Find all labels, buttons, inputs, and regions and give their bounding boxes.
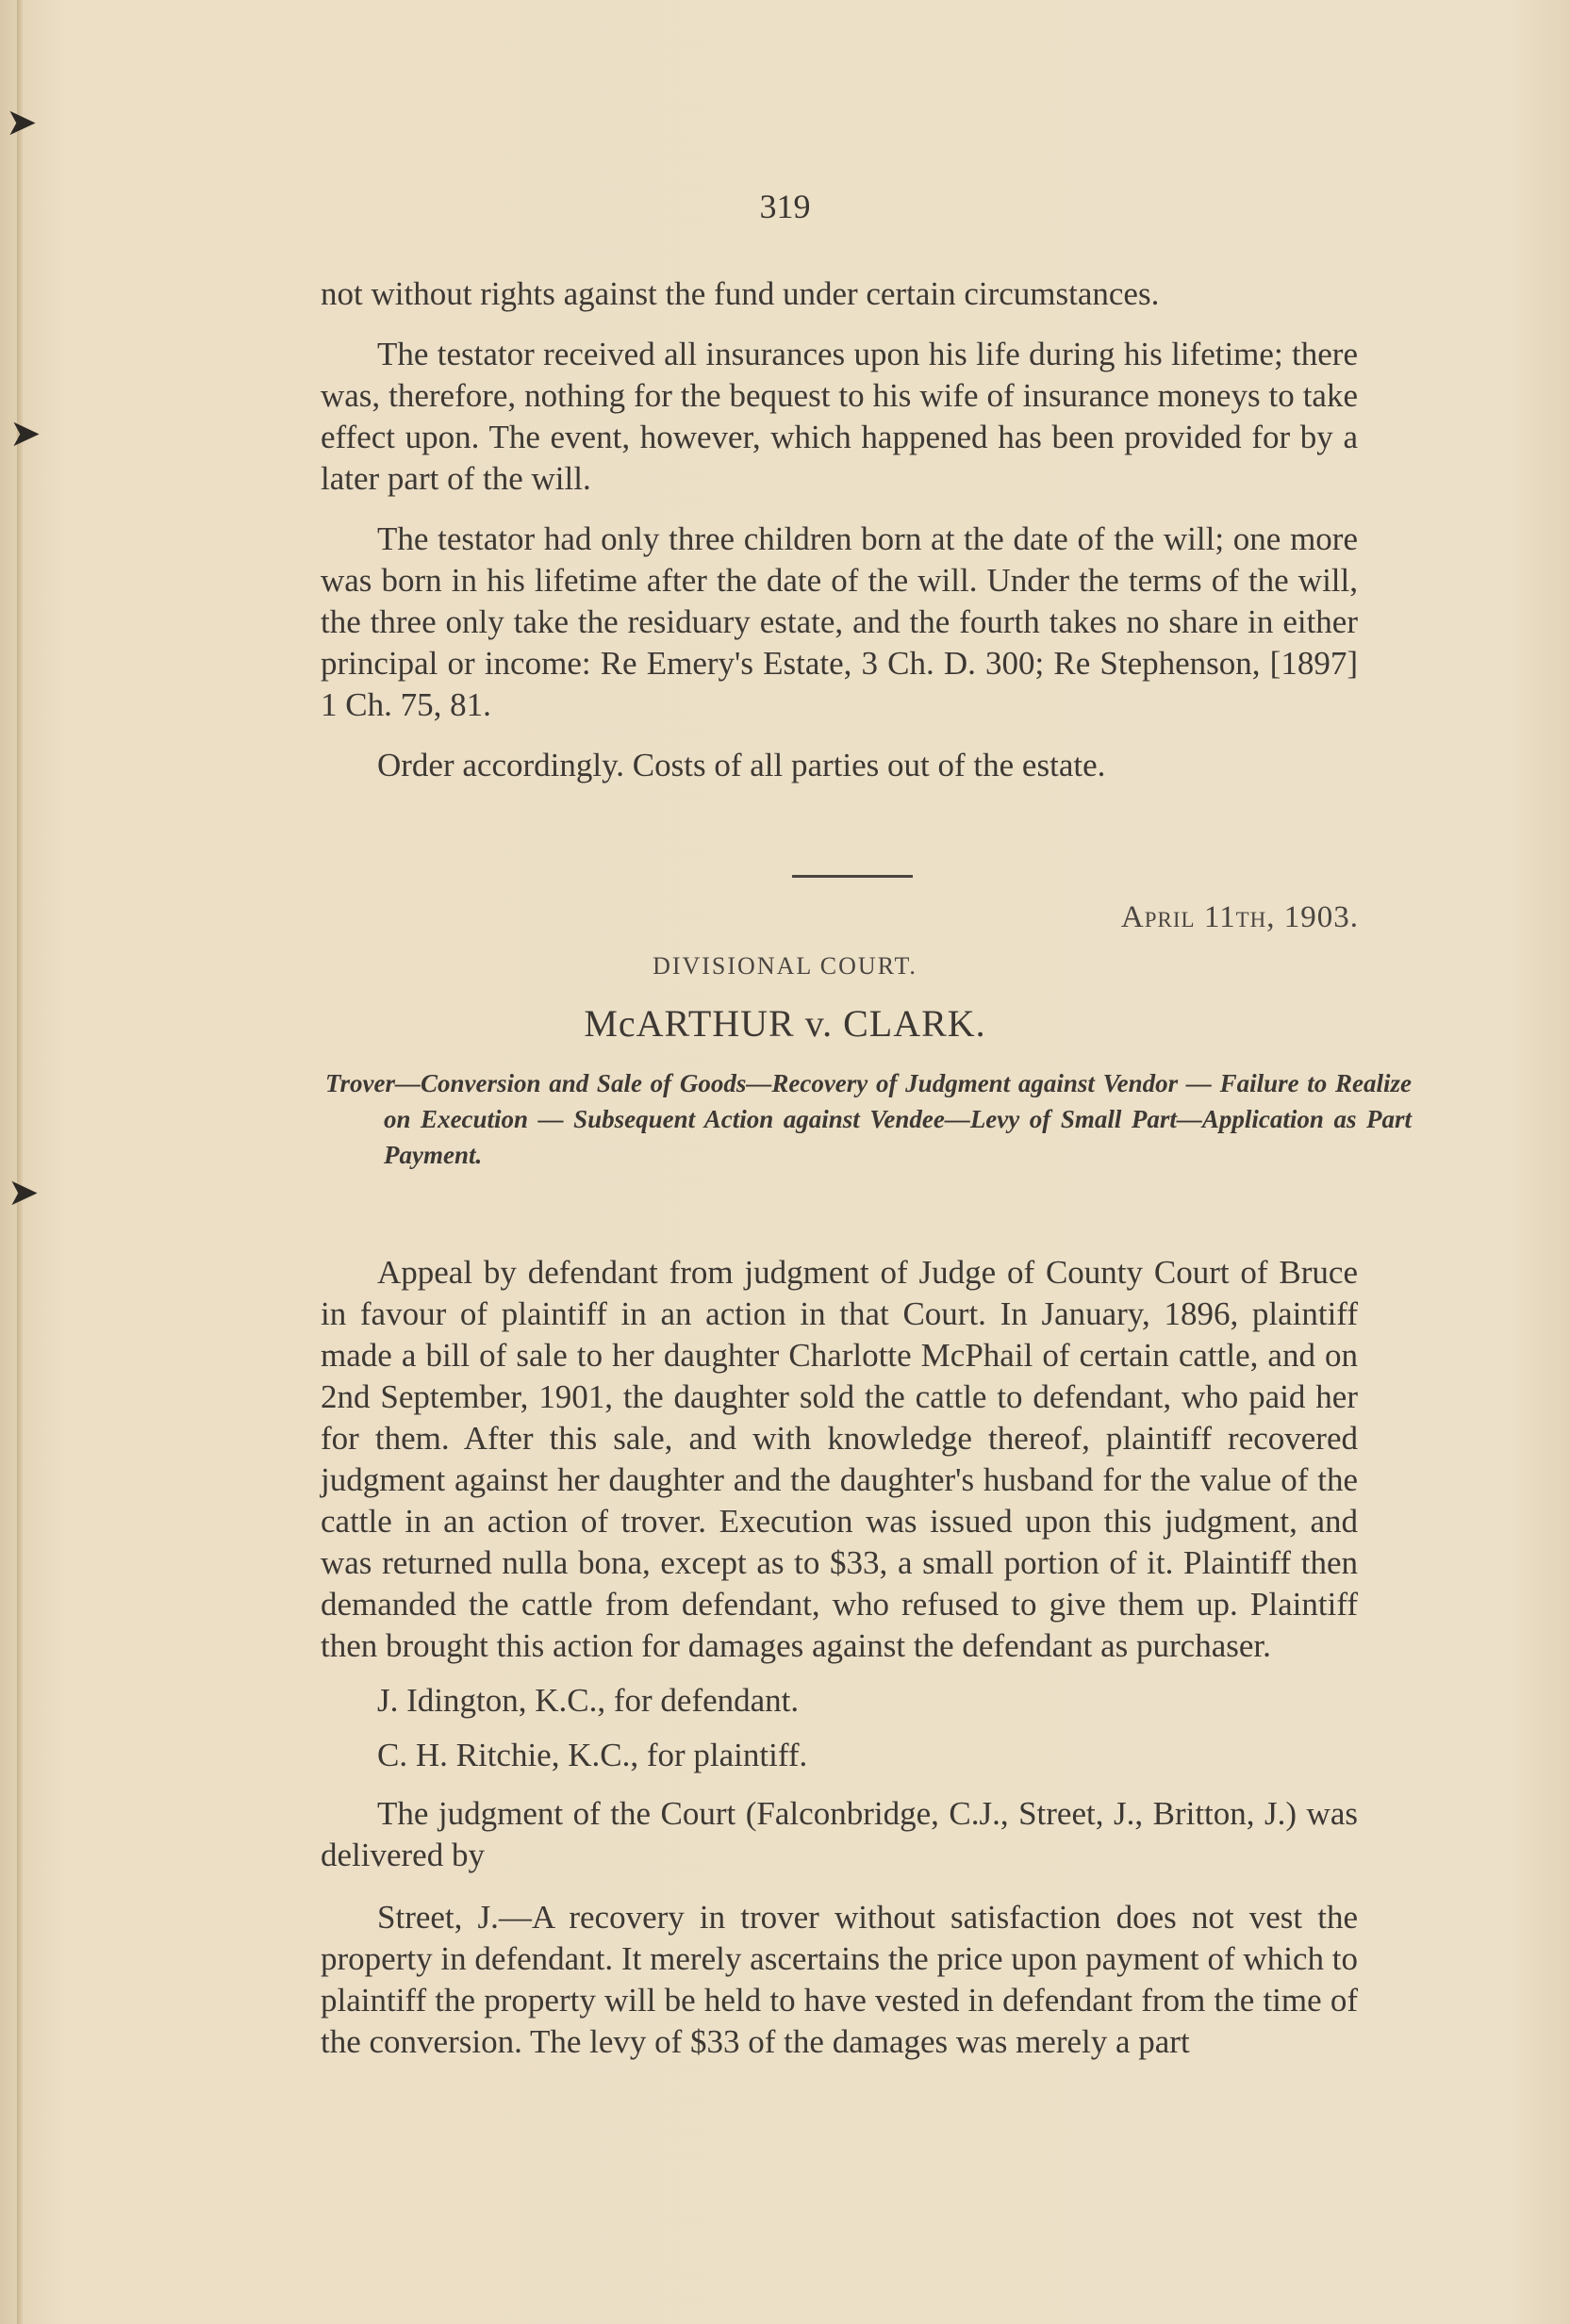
appeal-paragraph: Appeal by defendant from judgment of Judge of County Court of Bruce in favour of plaintiff in an action in that Court. In January, 1896, plaintiff made a bill of sale to her daughter Charlotte McPhail of certain cattle, and on 2nd September, 1901, the daughter sold the cattle to defendant, who paid her for them. After this sale, and with knowledge thereof, plaintiff recovered judgment against her daughter and the daughter's husband for the value of the cattle in an action of trover. Execution was issued upon this judgment, and was returned nulla bona, except as to $33, a small portion of it. Plaintiff then demanded the cattle from defendant, who refused to give them up. Plaintiff then brought this action for damages against the defendant as purchaser. [321,1254,1358,1664]
case-title: McARTHUR v. CLARK. [584,1002,986,1045]
headnote: Trover—Conversion and Sale of Goods—Recovery of Judgment against Vendor — Failure to Realize on Execution — Subsequent Action against Vendee—Levy of Small Part—Application as Part Payment. [325,1069,1412,1169]
judgment-text: Street, J.—A recovery in trover without satisfaction does not vest the property in defendant. It merely ascertains the price upon payment of which to plaintiff the property will be held to have vested in defendant from the time of the conversion. The levy of $33 of the damages was merely a part [321,1899,1358,2060]
decision-date: April 11th, 1903. [1120,900,1359,934]
paragraph-children: The testator had only three children born at the date of the will; one more was born in his lifetime after the date of the will. Under the terms of the will, the three only take the residuary estate, and the fourth takes no share in either principal or income: Re Emery's Estate, 3 Ch. D. 300; Re Stephenson, [1897] 1 Ch. 75, 81. [321,520,1358,723]
margin-mark-3: ➤ [8,1171,40,1214]
counsel-plaintiff: C. H. Ritchie, K.C., for plaintiff. [377,1737,808,1773]
case-body [321,1252,1358,2063]
margin-mark-2: ➤ [9,412,41,455]
top-text-block [321,273,1358,786]
judgment-intro: The judgment of the Court (Falconbridge, C.J., Street, J., Britton, J.) was delivered by [321,1795,1358,1873]
paragraph-continuation: not without rights against the fund under certain circumstances. [321,275,1160,312]
book-spine [17,0,23,2324]
section-divider [792,875,913,878]
court-name: DIVISIONAL COURT. [653,952,917,980]
page-number: 319 [759,188,811,225]
counsel-defendant: J. Idington, K.C., for defendant. [377,1682,800,1719]
paragraph-order: Order accordingly. Costs of all parties out of the estate. [377,747,1106,783]
margin-mark-1: ➤ [6,101,38,144]
paragraph-insurances: The testator received all insurances upon his life during his lifetime; there was, therefore, nothing for the bequest to his wife of insurance moneys to take effect upon. The event, however, which happened has been provided for by a later part of the will. [321,336,1358,497]
